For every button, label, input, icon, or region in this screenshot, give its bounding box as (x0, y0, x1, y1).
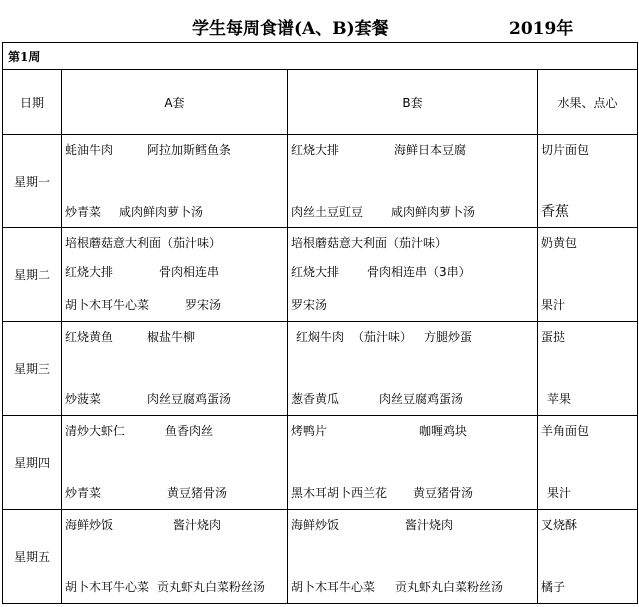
fruit-item: 蛋挞 (541, 330, 566, 344)
dish: 胡卜木耳牛心菜 (291, 580, 376, 594)
dish: 蚝油牛肉 (65, 143, 114, 157)
menu-sheet (2, 42, 637, 604)
dish: 阿拉加斯鳕鱼条 (147, 143, 232, 157)
dish: 葱香黄瓜 (291, 392, 340, 406)
set-b-cell (288, 510, 538, 604)
dish: 胡卜木耳牛心菜 (65, 298, 150, 312)
dish: 黄豆猪骨汤 (413, 486, 474, 500)
dish: 贡丸虾丸白菜粉丝汤 (157, 580, 266, 594)
fruit-cell (538, 510, 638, 604)
fruit-item: 果汁 (547, 486, 572, 500)
dish: 清炒大虾仁 (65, 424, 126, 438)
dish: 红焖牛肉 (296, 330, 345, 344)
fruit-item: 苹果 (547, 392, 572, 406)
dish: 罗宋汤 (185, 298, 222, 312)
set-b-cell (288, 416, 538, 510)
set-a-cell (62, 416, 288, 510)
dish: 烤鸭片 (291, 424, 328, 438)
dish: 酱汁烧肉 (173, 518, 222, 532)
day-label: 星期五 (3, 510, 62, 604)
dish: 炒青菜 (65, 486, 102, 500)
dish: 罗宋汤 (291, 298, 328, 312)
fruit-cell (538, 135, 638, 228)
set-b-cell (288, 228, 538, 322)
dish: 红烧大排 (291, 143, 340, 157)
page-title: 学生每周食谱(A、B)套餐 (192, 19, 389, 39)
dish: 红烧大排 (291, 265, 340, 279)
fruit-item: 羊角面包 (541, 424, 590, 438)
dish: 方腿炒蛋 (424, 330, 473, 344)
dish: 贡丸虾丸白菜粉丝汤 (395, 580, 504, 594)
fruit-item: 切片面包 (541, 143, 590, 157)
table-row (3, 510, 638, 604)
set-a-cell (62, 228, 288, 322)
dish: 黄豆猪骨汤 (167, 486, 228, 500)
set-b-cell (288, 135, 538, 228)
dish: 培根蘑菇意大利面（茄汁味） (291, 236, 448, 250)
dish: 肉丝豆腐鸡蛋汤 (147, 392, 232, 406)
fruit-item: 叉烧酥 (541, 518, 578, 532)
set-b-cell (288, 322, 538, 416)
fruit-cell (538, 322, 638, 416)
table-row (3, 228, 638, 322)
header-date: 日期 (3, 70, 62, 135)
week-label: 第1周 (3, 43, 638, 70)
header-fruit: 水果、点心 (538, 70, 638, 135)
dish: 红烧大排 (65, 265, 114, 279)
dish: 咸肉鲜肉萝卜汤 (391, 205, 476, 219)
day-label: 星期二 (3, 228, 62, 322)
menu-table (2, 42, 638, 604)
day-label: 星期一 (3, 135, 62, 228)
dish: 咸肉鲜肉萝卜汤 (119, 205, 204, 219)
fruit-item: 果汁 (541, 298, 566, 312)
fruit-item: 橘子 (541, 580, 566, 594)
set-a-cell (62, 322, 288, 416)
dish: 海鲜炒饭 (291, 518, 340, 532)
dish: 骨肉相连串 (159, 265, 220, 279)
dish: 培根蘑菇意大利面（茄汁味） (65, 236, 222, 250)
fruit-cell (538, 416, 638, 510)
day-label: 星期四 (3, 416, 62, 510)
title-row (0, 0, 639, 42)
dish: 海鲜炒饭 (65, 518, 114, 532)
dish: 鱼香肉丝 (165, 424, 214, 438)
table-row (3, 322, 638, 416)
dish: 酱汁烧肉 (405, 518, 454, 532)
year-label: 2019年 (509, 19, 574, 39)
dish: 胡卜木耳牛心菜 (65, 580, 150, 594)
table-row (3, 135, 638, 228)
set-a-cell (62, 510, 288, 604)
dish: 椒盐牛柳 (147, 330, 196, 344)
fruit-cell (538, 228, 638, 322)
dish: 红烧黄鱼 (65, 330, 114, 344)
set-a-cell (62, 135, 288, 228)
dish: 肉丝豆腐鸡蛋汤 (379, 392, 464, 406)
header-set-a: A套 (62, 70, 288, 135)
header-set-b: B套 (288, 70, 538, 135)
dish: 海鲜日本豆腐 (394, 143, 467, 157)
table-row (3, 416, 638, 510)
dish: 炒菠菜 (65, 392, 102, 406)
dish-note: （茄汁味） (352, 330, 413, 344)
dish: 黑木耳胡卜西兰花 (291, 486, 388, 500)
dish: 炒青菜 (65, 205, 102, 219)
dish: 咖喱鸡块 (419, 424, 468, 438)
fruit-item: 香蕉 (541, 204, 569, 220)
day-label: 星期三 (3, 322, 62, 416)
dish: 骨肉相连串（3串） (367, 265, 471, 279)
fruit-item: 奶黄包 (541, 236, 578, 250)
dish: 肉丝土豆豇豆 (291, 205, 364, 219)
